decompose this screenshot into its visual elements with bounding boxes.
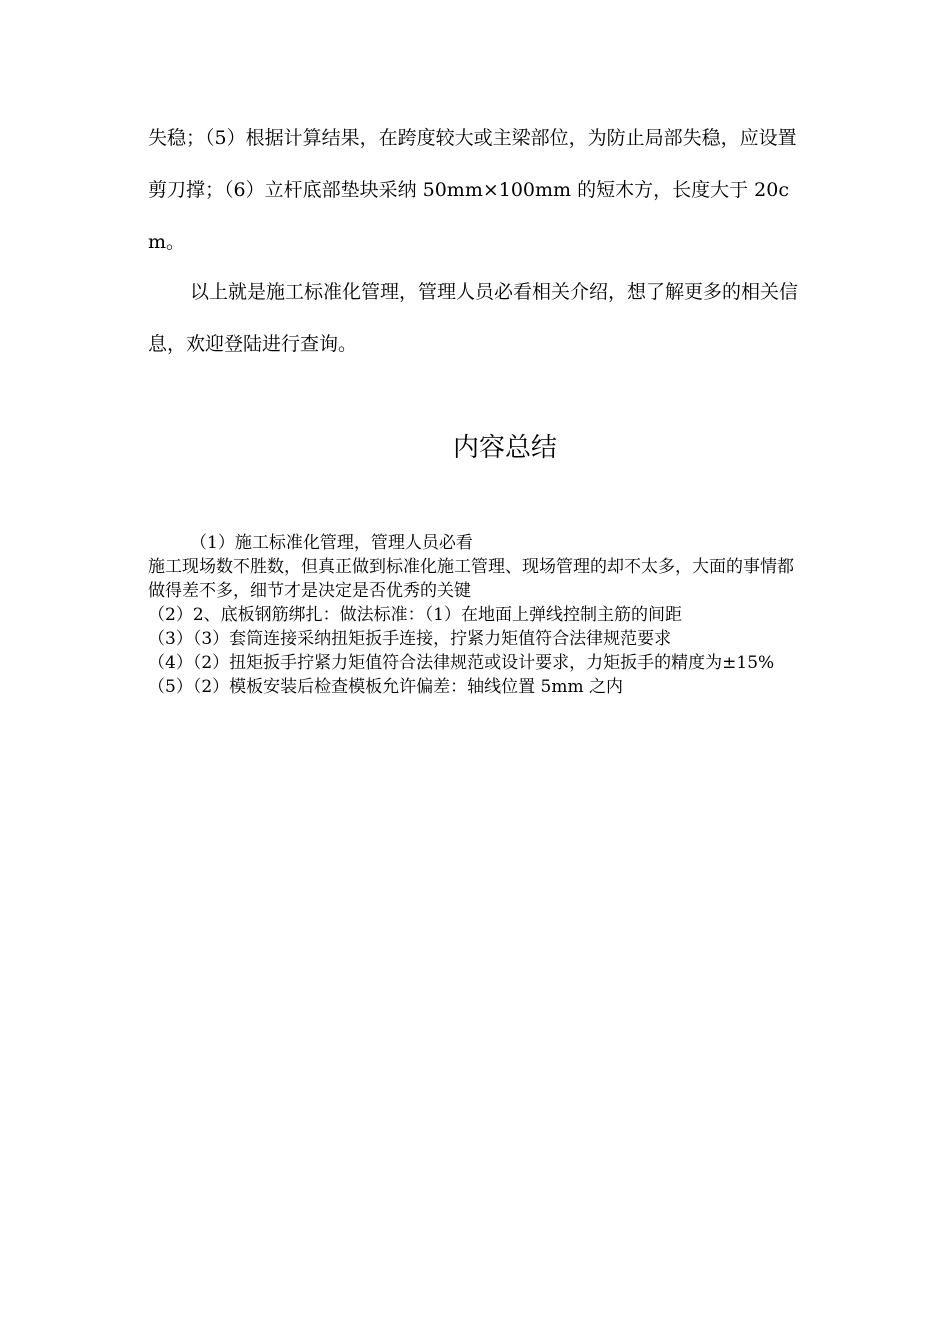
summary-title: 内容总结 xyxy=(452,433,557,463)
body-paragraph-1: 失稳；（5）根据计算结果，在跨度较大或主梁部位，为防止局部失稳，应设置剪刀撑；（6）立杆底部垫块采纳 50mm×100mm 的短木方，长度大于 20cm。 xyxy=(148,127,797,253)
summary-line-1: （1）施工标准化管理，管理人员必看 xyxy=(190,533,473,553)
summary-line-2: 施工现场数不胜数，但真正做到标准化施工管理、现场管理的却不太多，大面的事情都做得差不多，细节才是决定是否优秀的关键 xyxy=(148,557,794,601)
summary-block xyxy=(148,531,798,699)
summary-line-5: （4）（2）扭矩扳手拧紧力矩值符合法律规范或设计要求，力矩扳手的精度为±15% xyxy=(148,653,775,673)
body-paragraph-2: 以上就是施工标准化管理，管理人员必看相关介绍，想了解更多的相关信息，欢迎登陆进行查询。 xyxy=(148,281,799,355)
summary-line-4: （3）（3）套筒连接采纳扭矩扳手连接，拧紧力矩值符合法律规范要求 xyxy=(148,629,672,649)
summary-line-3: （2）2、底板钢筋绑扎：做法标准：（1）在地面上弹线控制主筋的间距 xyxy=(148,605,682,625)
summary-line-6: （5）（2）模板安装后检查模板允许偏差：轴线位置 5mm 之内 xyxy=(148,677,623,697)
